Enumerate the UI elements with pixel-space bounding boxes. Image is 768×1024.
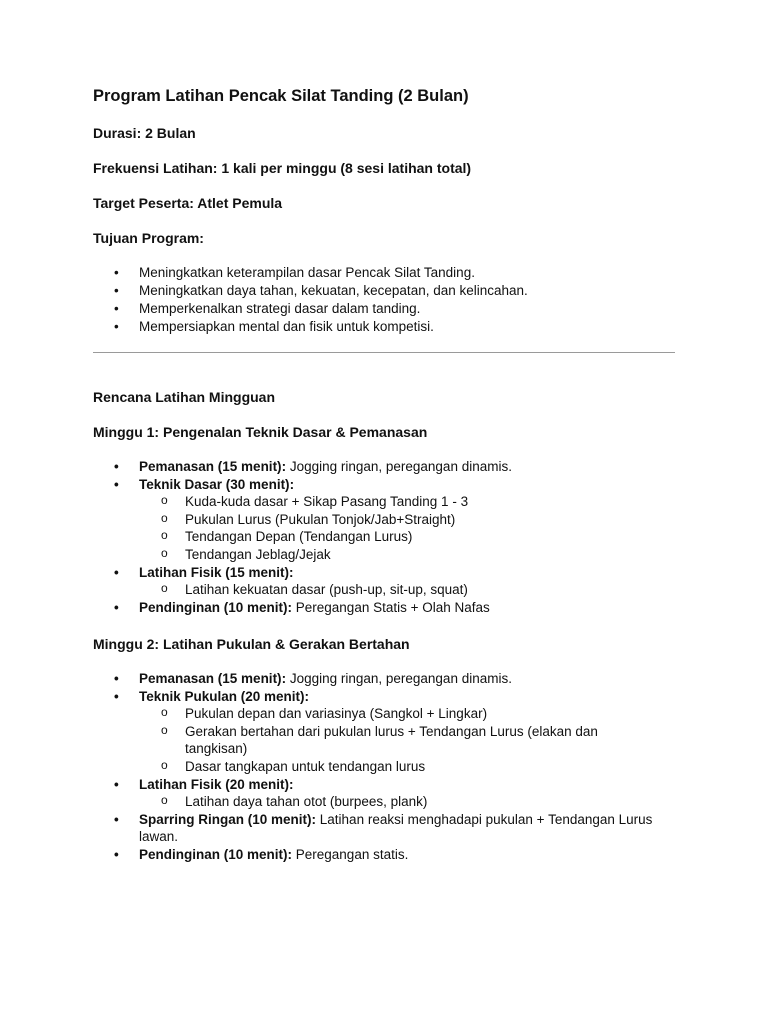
- item-label: Teknik Pukulan (20 menit): [139, 688, 305, 704]
- week1-heading: Minggu 1: Pengenalan Teknik Dasar & Pemanasan: [93, 424, 428, 440]
- horizontal-divider: [93, 352, 675, 353]
- week2-list: [93, 670, 683, 864]
- item-label: Pendinginan (10 menit): [139, 846, 288, 862]
- item-text: Jogging ringan, peregangan dinamis.: [286, 671, 512, 686]
- item-label: Sparring Ringan (10 menit): [139, 811, 312, 827]
- duration-line: Durasi: 2 Bulan: [93, 125, 196, 141]
- week2-item: [93, 846, 683, 864]
- sub-item: o Tendangan Jeblag/Jejak: [139, 546, 683, 564]
- sub-item: o Latihan daya tahan otot (burpees, plank): [139, 793, 683, 811]
- item-colon: :: [281, 671, 287, 686]
- sub-item: o Dasar tangkapan untuk tendangan lurus: [139, 758, 683, 776]
- week2-item: [93, 670, 683, 688]
- goals-list: [93, 264, 528, 336]
- week2-item: [93, 811, 683, 846]
- week1-item: [93, 476, 683, 564]
- item-colon: :: [304, 688, 310, 704]
- sub-list: [139, 705, 683, 775]
- item-colon: :: [287, 599, 293, 615]
- sub-item: o Latihan kekuatan dasar (push-up, sit-up, squat): [139, 581, 683, 599]
- sub-list: [139, 793, 683, 811]
- item-label: Pendinginan (10 menit): [139, 599, 288, 615]
- sub-item: o Tendangan Depan (Tendangan Lurus): [139, 528, 683, 546]
- week1-item: [93, 564, 683, 599]
- week2-item: [93, 688, 683, 776]
- item-colon: :: [281, 459, 287, 474]
- target-line: Target Peserta: Atlet Pemula: [93, 195, 283, 211]
- week1-list: [93, 458, 683, 616]
- sub-item: o Kuda-kuda dasar + Sikap Pasang Tanding 1 - 3: [139, 493, 683, 511]
- sub-list: [139, 493, 683, 563]
- item-colon: :: [289, 776, 294, 792]
- week2-heading: Minggu 2: Latihan Pukulan & Gerakan Bertahan: [93, 636, 410, 652]
- document-title: Program Latihan Pencak Silat Tanding (2 Bulan): [93, 87, 469, 105]
- item-label: Pemanasan (15 menit): [139, 671, 282, 686]
- sub-list: [139, 581, 683, 599]
- item-label: Latihan Fisik (20 menit): [139, 776, 290, 792]
- goal-item: • Memperkenalkan strategi dasar dalam tanding.: [93, 300, 528, 318]
- goal-item: • Meningkatkan daya tahan, kekuatan, kecepatan, dan kelincahan.: [93, 282, 528, 300]
- week1-item: [93, 599, 683, 617]
- item-colon: :: [289, 476, 295, 492]
- sub-item: o Pukulan Lurus (Pukulan Tonjok/Jab+Straight): [139, 511, 683, 529]
- goals-heading: Tujuan Program:: [93, 230, 204, 246]
- item-text: Latihan reaksi menghadapi pukulan + Tendangan Lurus lawan.: [139, 811, 653, 845]
- item-label: Pemanasan (15 menit): [139, 459, 282, 474]
- item-label: Teknik Dasar (30 menit): [139, 476, 290, 492]
- item-text: Peregangan Statis + Olah Nafas: [292, 599, 490, 615]
- item-text: Peregangan statis.: [292, 846, 409, 862]
- item-text: Jogging ringan, peregangan dinamis.: [286, 459, 512, 474]
- item-colon: :: [289, 564, 294, 580]
- item-colon: :: [287, 846, 293, 862]
- week2-item: [93, 776, 683, 811]
- item-label: Latihan Fisik (15 menit): [139, 564, 290, 580]
- item-colon: :: [311, 811, 317, 827]
- sub-item: o Gerakan bertahan dari pukulan lurus + Tendangan Lurus (elakan dan tangkisan): [139, 723, 683, 758]
- goal-item: • Meningkatkan keterampilan dasar Pencak Silat Tanding.: [93, 264, 528, 282]
- weekly-plan-heading: Rencana Latihan Mingguan: [93, 389, 276, 405]
- week1-item: [93, 458, 683, 476]
- sub-item: o Pukulan depan dan variasinya (Sangkol + Lingkar): [139, 705, 683, 723]
- goal-item: • Mempersiapkan mental dan fisik untuk kompetisi.: [93, 318, 528, 336]
- frequency-line: Frekuensi Latihan: 1 kali per minggu (8 sesi latihan total): [93, 160, 472, 176]
